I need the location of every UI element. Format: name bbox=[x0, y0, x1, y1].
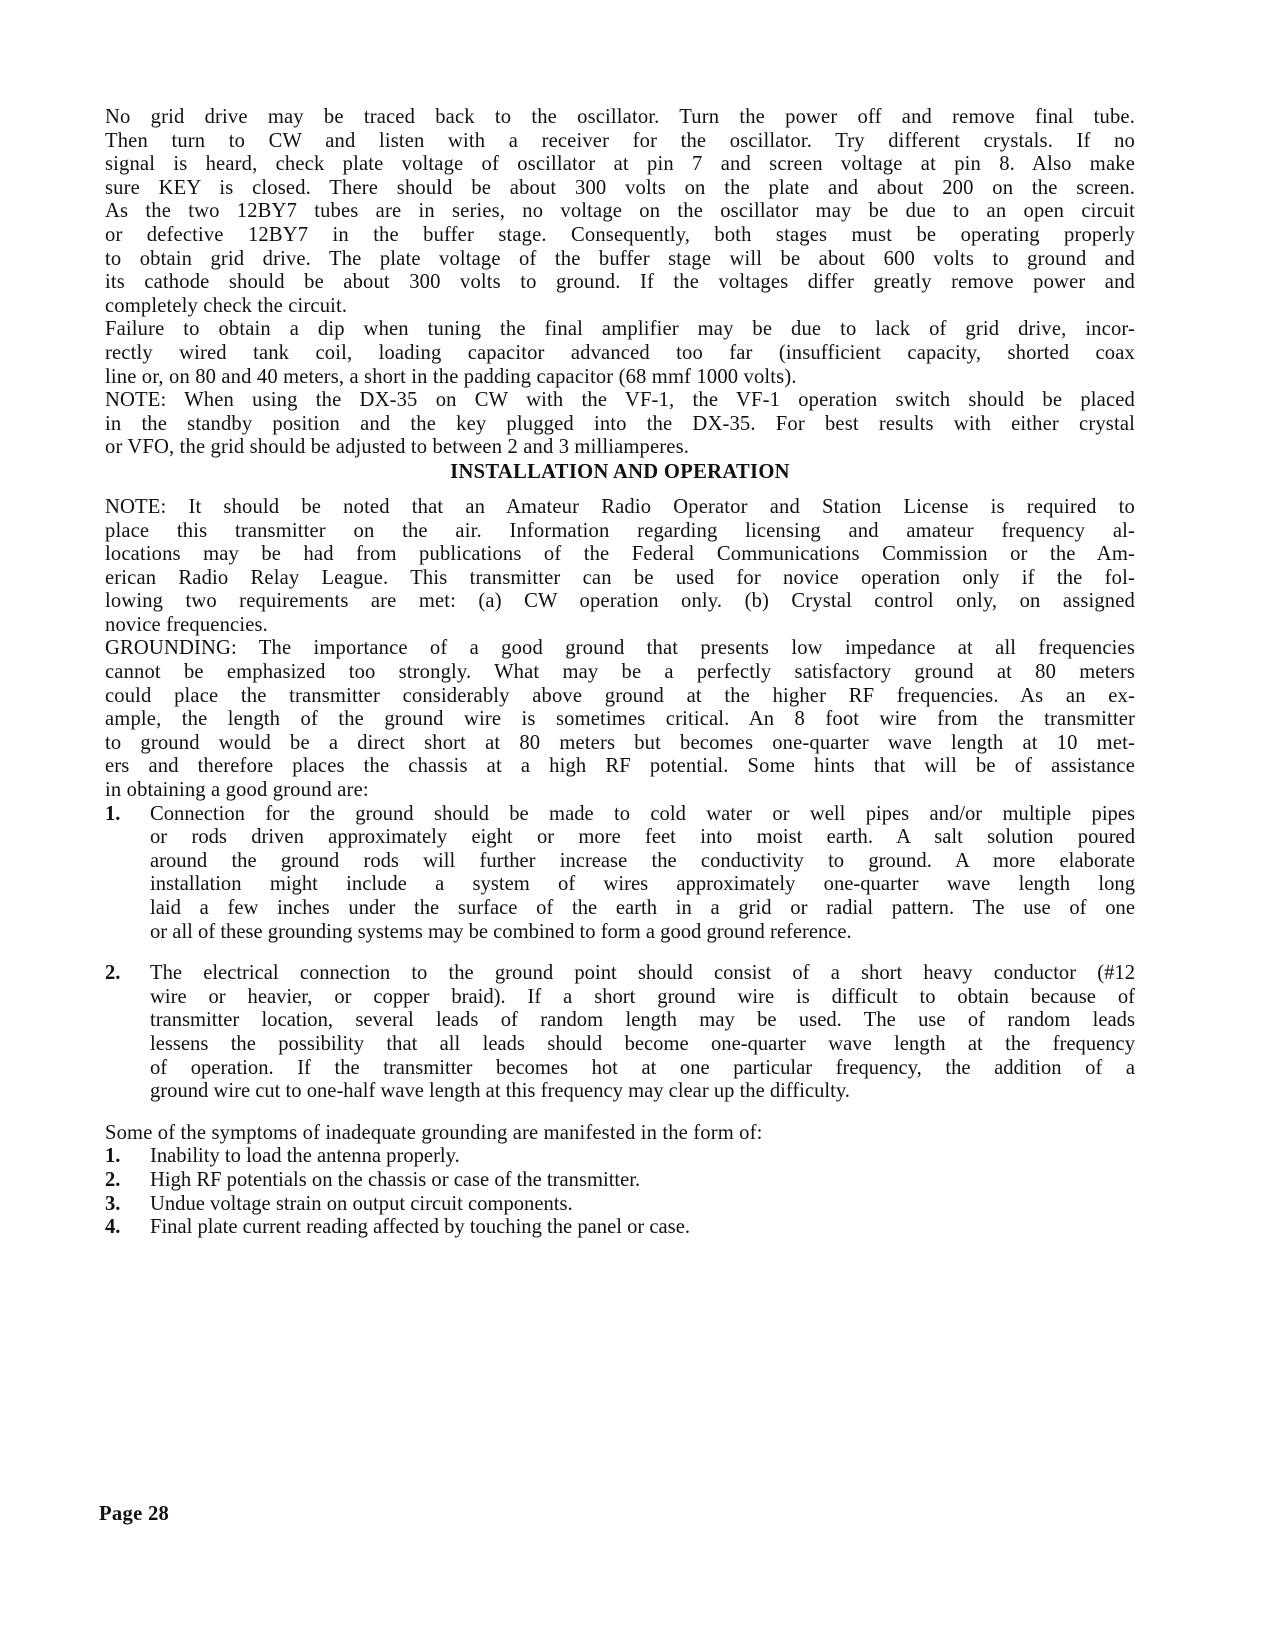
list-item-text bbox=[150, 962, 1135, 1104]
text-line: place this transmitter on the air. Information regarding licensing and amateur frequency al- bbox=[105, 519, 1135, 542]
list-item bbox=[105, 803, 1135, 945]
paragraph-grounding bbox=[105, 637, 1135, 802]
list-item bbox=[105, 1169, 1135, 1193]
text-line: Then turn to CW and listen with a receiver for the oscillator. Try different crystals. If no bbox=[105, 129, 1135, 152]
text-line: in the standby position and the key plugged into the DX-35. For best results with either crystal bbox=[105, 412, 1135, 435]
text-line: Connection for the ground should be made to cold water or well pipes and/or multiple pipes bbox=[150, 802, 1135, 825]
text-line: its cathode should be about 300 volts to ground. If the voltages differ greatly remove power and bbox=[105, 271, 1135, 294]
list-number: 3. bbox=[105, 1192, 121, 1215]
list-number: 1. bbox=[105, 802, 121, 825]
text-line: Some of the symptoms of inadequate grounding are manifested in the form of: bbox=[105, 1121, 763, 1144]
text-line: lessens the possibility that all leads should become one-quarter wave length at the frequency bbox=[150, 1032, 1135, 1055]
text-line: could place the transmitter considerably above ground at the higher RF frequencies. As an ex- bbox=[105, 684, 1135, 707]
list-item-text: High RF potentials on the chassis or case of the transmitter. bbox=[150, 1168, 641, 1191]
text-line: ample, the length of the ground wire is sometimes critical. An 8 foot wire from the transmitter bbox=[105, 708, 1135, 731]
text-line: wire or heavier, or copper braid). If a short ground wire is difficult to obtain because of bbox=[150, 985, 1135, 1008]
text-line: No grid drive may be traced back to the oscillator. Turn the power off and remove final tube. bbox=[105, 106, 1135, 128]
list-item-text: Inability to load the antenna properly. bbox=[150, 1145, 460, 1168]
text-line: sure KEY is closed. There should be about 300 volts on the plate and about 200 on the screen. bbox=[105, 176, 1135, 199]
text-line: completely check the circuit. bbox=[105, 294, 348, 317]
list-item-text: Final plate current reading affected by touching the panel or case. bbox=[150, 1216, 690, 1239]
text-line: novice frequencies. bbox=[105, 613, 268, 636]
text-line: laid a few inches under the surface of the earth in a grid or radial pattern. The use of one bbox=[150, 897, 1135, 919]
list-item-text bbox=[150, 803, 1135, 945]
list-number: 2. bbox=[105, 1168, 121, 1191]
text-line: Failure to obtain a dip when tuning the final amplifier may be due to lack of grid drive, incor- bbox=[105, 318, 1135, 341]
text-line: of operation. If the transmitter becomes hot at one particular frequency, the addition of a bbox=[150, 1056, 1135, 1079]
text-line: around the ground rods will further increase the conductivity to ground. A more elaborate bbox=[150, 849, 1135, 872]
page-number: Page 28 bbox=[99, 1503, 170, 1525]
symptoms-intro bbox=[105, 1122, 1135, 1146]
text-line: The electrical connection to the ground point should consist of a short heavy conductor (#12 bbox=[150, 962, 1135, 985]
paragraph-dip-failure bbox=[105, 318, 1135, 389]
text-line: ground wire cut to one-half wave length at this frequency may clear up the difficulty. bbox=[150, 1080, 850, 1103]
text-line: to obtain grid drive. The plate voltage of the buffer stage will be about 600 volts to ground and bbox=[105, 247, 1135, 270]
list-item-text: Undue voltage strain on output circuit components. bbox=[150, 1192, 573, 1215]
paragraph-license-note bbox=[105, 496, 1135, 638]
list-item bbox=[105, 1193, 1135, 1217]
text-line: ers and therefore places the chassis at a high RF potential. Some hints that will be of assistance bbox=[105, 755, 1135, 778]
text-line: NOTE: When using the DX-35 on CW with the VF-1, the VF-1 operation switch should be placed bbox=[105, 389, 1135, 412]
text-line: installation might include a system of wires approximately one-quarter wave length long bbox=[150, 873, 1135, 896]
paragraph-oscillator-troubleshooting bbox=[105, 106, 1135, 318]
text-line: As the two 12BY7 tubes are in series, no voltage on the oscillator may be due to an open circuit bbox=[105, 200, 1135, 223]
text-line: or all of these grounding systems may be combined to form a good ground reference. bbox=[150, 920, 852, 943]
list-item bbox=[105, 1145, 1135, 1169]
list-item bbox=[105, 962, 1135, 1104]
text-line: NOTE: It should be noted that an Amateur Radio Operator and Station License is required to bbox=[105, 495, 1135, 518]
text-line: in obtaining a good ground are: bbox=[105, 779, 369, 802]
text-line: erican Radio Relay League. This transmitter can be used for novice operation only if the fol- bbox=[105, 566, 1135, 589]
symptoms-list bbox=[105, 1145, 1135, 1239]
document-page bbox=[105, 106, 1135, 1240]
text-line: or VFO, the grid should be adjusted to between 2 and 3 milliamperes. bbox=[105, 436, 690, 459]
grounding-hints-list bbox=[105, 803, 1135, 1104]
list-number: 4. bbox=[105, 1216, 121, 1239]
text-line: locations may be had from publications of the Federal Communications Commission or the Am- bbox=[105, 543, 1135, 566]
paragraph-vf1-note bbox=[105, 389, 1135, 460]
text-line: or rods driven approximately eight or more feet into moist earth. A salt solution poured bbox=[150, 826, 1135, 849]
text-line: to ground would be a direct short at 80 meters but becomes one-quarter wave length at 10 met- bbox=[105, 731, 1135, 754]
text-line: or defective 12BY7 in the buffer stage. Consequently, both stages must be operating properly bbox=[105, 223, 1135, 246]
section-heading: INSTALLATION AND OPERATION bbox=[450, 460, 790, 483]
list-item bbox=[105, 1216, 1135, 1240]
list-number: 2. bbox=[105, 962, 121, 985]
list-number: 1. bbox=[105, 1145, 121, 1168]
text-line: cannot be emphasized too strongly. What may be a perfectly satisfactory ground at 80 meters bbox=[105, 661, 1135, 684]
text-line: line or, on 80 and 40 meters, a short in the padding capacitor (68 mmf 1000 volts). bbox=[105, 365, 797, 388]
text-line: GROUNDING: The importance of a good ground that presents low impedance at all frequencies bbox=[105, 637, 1135, 660]
text-line: lowing two requirements are met: (a) CW operation only. (b) Crystal control only, on assigned bbox=[105, 590, 1135, 613]
text-line: rectly wired tank coil, loading capacitor advanced too far (insufficient capacity, shorted coax bbox=[105, 341, 1135, 364]
text-line: signal is heard, check plate voltage of oscillator at pin 7 and screen voltage at pin 8. Also make bbox=[105, 153, 1135, 176]
text-line: transmitter location, several leads of random length may be used. The use of random leads bbox=[150, 1009, 1135, 1032]
